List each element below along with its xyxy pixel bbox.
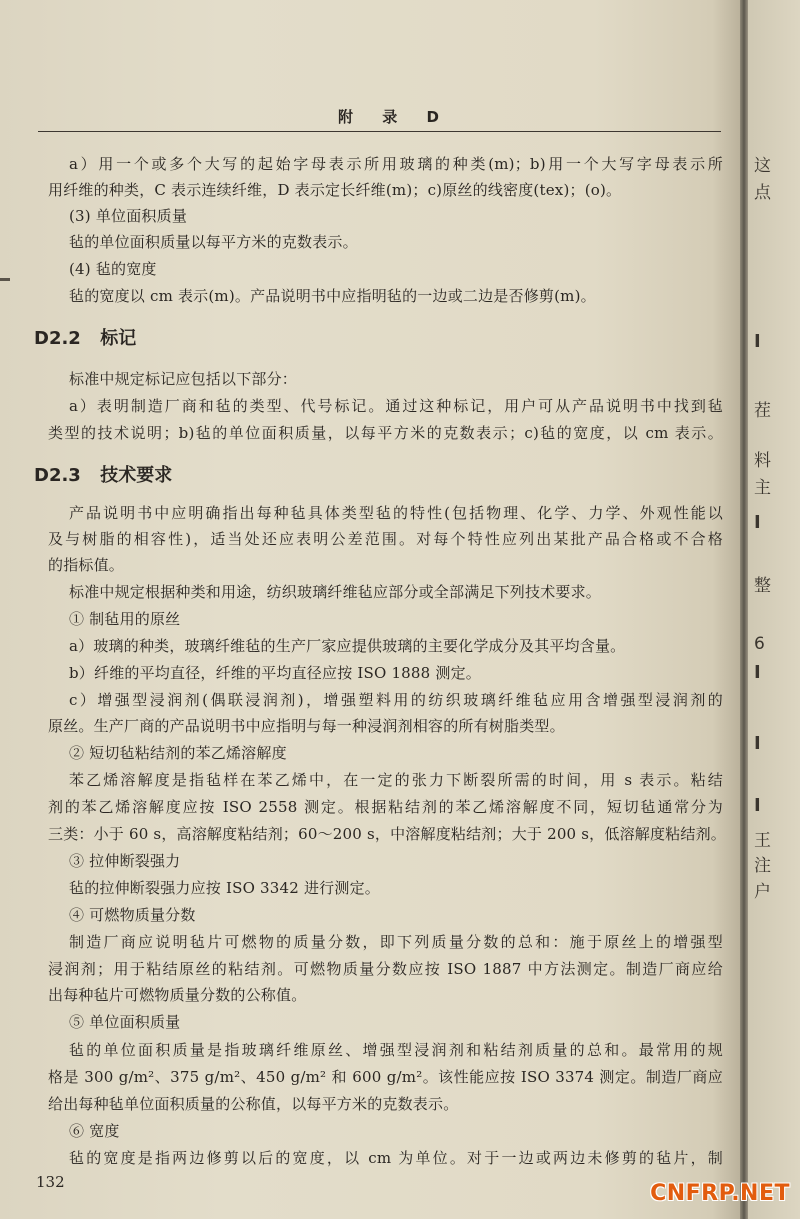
text-line: 标准中规定标记应包括以下部分： <box>69 370 298 388</box>
text-line: 毡的拉伸断裂强力应按 ISO 3342 进行测定。 <box>69 879 380 897</box>
edge-char: 整 <box>754 576 771 596</box>
text-line: a）玻璃的种类，玻璃纤维毡的生产厂家应提供玻璃的主要化学成分及其平均含量。 <box>69 637 626 655</box>
edge-char: I <box>754 733 761 754</box>
edge-char: 主 <box>754 478 771 498</box>
book-spine-shadow <box>740 0 748 1219</box>
text-line: a）用一个或多个大写的起始字母表示所用玻璃的种类(m)；b)用一个大写字母表示所 <box>69 155 723 173</box>
text-line: 及与树脂的相容性)，适当处还应表明公差范围。对每个特性应列出某批产品合格或不合格 <box>48 530 723 548</box>
text-line: 类型的技术说明；b)毡的单位面积质量，以每平方米的克数表示；c)毡的宽度，以 cm 表示。 <box>48 424 723 442</box>
edge-char: 茬 <box>754 401 771 421</box>
text-line: 制造厂商应说明毡片可燃物的质量分数，即下列质量分数的总和：施于原丝上的增强型 <box>69 933 723 951</box>
text-line: 剂的苯乙烯溶解度应按 ISO 2558 测定。根据粘结剂的苯乙烯溶解度不同，短切毡通常分为 <box>48 798 723 816</box>
text-line: (4) 毡的宽度 <box>69 260 157 278</box>
edge-char: 6 <box>754 634 765 654</box>
section-number: D2.3 <box>34 465 81 486</box>
text-line: 出每种毡片可燃物质量分数的公称值。 <box>48 986 307 1004</box>
page-number: 132 <box>36 1173 65 1191</box>
text-line: a）表明制造厂商和毡的类型、代号标记。通过这种标记，用户可从产品说明书中找到毡 <box>69 397 723 415</box>
edge-char: I <box>754 331 761 352</box>
text-line: 原丝。生产厂商的产品说明书中应指明与每一种浸润剂相容的所有树脂类型。 <box>48 717 565 735</box>
running-head: 附 录 D <box>338 108 451 126</box>
edge-char: I <box>754 512 761 533</box>
edge-char: 户 <box>754 882 771 902</box>
text-line: c）增强型浸润剂(偶联浸润剂)，增强塑料用的纺织玻璃纤维毡应用含增强型浸润剂的 <box>69 691 723 709</box>
binding-mark <box>0 278 10 281</box>
text-line: 苯乙烯溶解度是指毡样在苯乙烯中，在一定的张力下断裂所需的时间，用 s 表示。粘结 <box>69 771 723 789</box>
edge-char: 注 <box>754 856 771 876</box>
text-line: 的指标值。 <box>48 556 125 574</box>
text-line: 产品说明书中应明确指出每种毡具体类型毡的特性(包括物理、化学、力学、外观性能以 <box>69 504 723 522</box>
text-line: 用纤维的种类，C 表示连续纤维，D 表示定长纤维(m)；c)原丝的线密度(tex)；(o)。 <box>48 181 622 199</box>
text-line: b）纤维的平均直径，纤维的平均直径应按 ISO 1888 测定。 <box>69 664 481 682</box>
edge-char: 这 <box>754 156 771 176</box>
section-title: 标记 <box>100 328 137 349</box>
section-heading-d2-3 <box>34 461 172 487</box>
text-line: 三类：小于 60 s，高溶解度粘结剂；60～200 s，中溶解度粘结剂；大于 200 s，低溶解度粘结剂。 <box>48 825 726 843</box>
edge-char: 料 <box>754 451 771 471</box>
text-line: ⑥ 宽度 <box>69 1122 120 1140</box>
section-number: D2.2 <box>34 328 81 349</box>
section-heading-d2-2 <box>34 324 136 350</box>
text-line: (3) 单位面积质量 <box>69 207 188 225</box>
header-rule <box>38 131 721 132</box>
edge-char: 点 <box>754 183 771 203</box>
next-page-edge <box>748 0 800 1219</box>
text-line: ③ 拉伸断裂强力 <box>69 852 181 870</box>
site-watermark: CNFRP.NET <box>650 1181 790 1206</box>
edge-char: 王 <box>754 831 771 851</box>
text-line: 给出每种毡单位面积质量的公称值，以每平方米的克数表示。 <box>48 1095 459 1113</box>
edge-char: I <box>754 662 761 683</box>
section-title: 技术要求 <box>100 465 173 486</box>
text-line: ⑤ 单位面积质量 <box>69 1013 181 1031</box>
text-line: 格是 300 g/m²、375 g/m²、450 g/m² 和 600 g/m²。该性能应按 ISO 3374 测定。制造厂商应 <box>48 1068 723 1086</box>
text-line: 毡的宽度以 cm 表示(m)。产品说明书中应指明毡的一边或二边是否修剪(m)。 <box>69 287 596 305</box>
text-line: 毡的单位面积质量是指玻璃纤维原丝、增强型浸润剂和粘结剂质量的总和。最常用的规 <box>69 1041 723 1059</box>
text-line: ② 短切毡粘结剂的苯乙烯溶解度 <box>69 744 287 762</box>
text-line: ④ 可燃物质量分数 <box>69 906 196 924</box>
text-line: 毡的宽度是指两边修剪以后的宽度，以 cm 为单位。对于一边或两边未修剪的毡片，制 <box>69 1149 723 1167</box>
edge-char: I <box>754 795 761 816</box>
text-line: 毡的单位面积质量以每平方米的克数表示。 <box>69 233 358 251</box>
text-line: ① 制毡用的原丝 <box>69 610 181 628</box>
text-line: 浸润剂；用于粘结原丝的粘结剂。可燃物质量分数应按 ISO 1887 中方法测定。制造厂商应给 <box>48 960 723 978</box>
text-line: 标准中规定根据种类和用途，纺织玻璃纤维毡应部分或全部满足下列技术要求。 <box>69 583 602 601</box>
